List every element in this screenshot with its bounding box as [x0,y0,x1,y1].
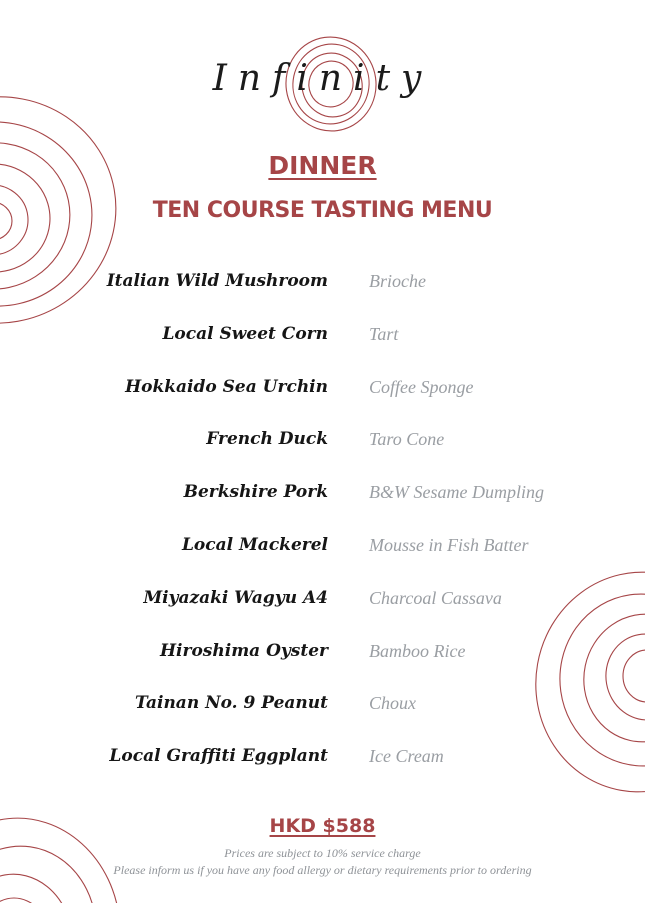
course-dish: Tainan No. 9 Peanut [134,693,328,713]
course-dish: Italian Wild Mushroom [106,271,328,291]
course-dish: Miyazaki Wagyu A4 [143,588,328,608]
course-pairing: Coffee Sponge [369,377,474,397]
course-dish: French Duck [206,429,328,449]
course-row [0,687,645,719]
course-pairing: B&W Sesame Dumpling [369,482,544,502]
course-row [0,423,645,455]
course-pairing: Mousse in Fish Batter [369,535,529,555]
course-dish: Local Mackerel [181,535,328,555]
course-row [0,318,645,350]
course-row [0,476,645,508]
course-dish: Hiroshima Oyster [159,641,328,661]
course-pairing: Charcoal Cassava [369,588,502,608]
course-pairing: Taro Cone [369,429,445,449]
menu-heading: DINNER [268,151,377,180]
course-pairing: Choux [369,693,416,713]
logo-wordmark: Infinity [212,58,433,99]
course-dish: Berkshire Pork [183,482,328,502]
course-row [0,582,645,614]
course-dish: Hokkaido Sea Urchin [125,377,328,397]
course-row [0,635,645,667]
course-pairing: Bamboo Rice [369,641,466,661]
course-dish: Local Sweet Corn [162,324,328,344]
course-dish: Local Graffiti Eggplant [109,746,328,766]
menu-subheading: TEN COURSE TASTING MENU [152,198,493,223]
course-pairing: Ice Cream [369,746,444,766]
course-row [0,371,645,403]
allergy-note: Please inform us if you have any food allergy or dietary requirements prior to ordering [113,863,532,877]
course-row [0,529,645,561]
service-charge-note: Prices are subject to 10% service charge [224,846,421,860]
course-pairing: Tart [369,324,399,344]
course-row [0,265,645,297]
course-pairing: Brioche [369,271,426,291]
course-row [0,740,645,772]
menu-price: HKD $588 [269,815,376,837]
